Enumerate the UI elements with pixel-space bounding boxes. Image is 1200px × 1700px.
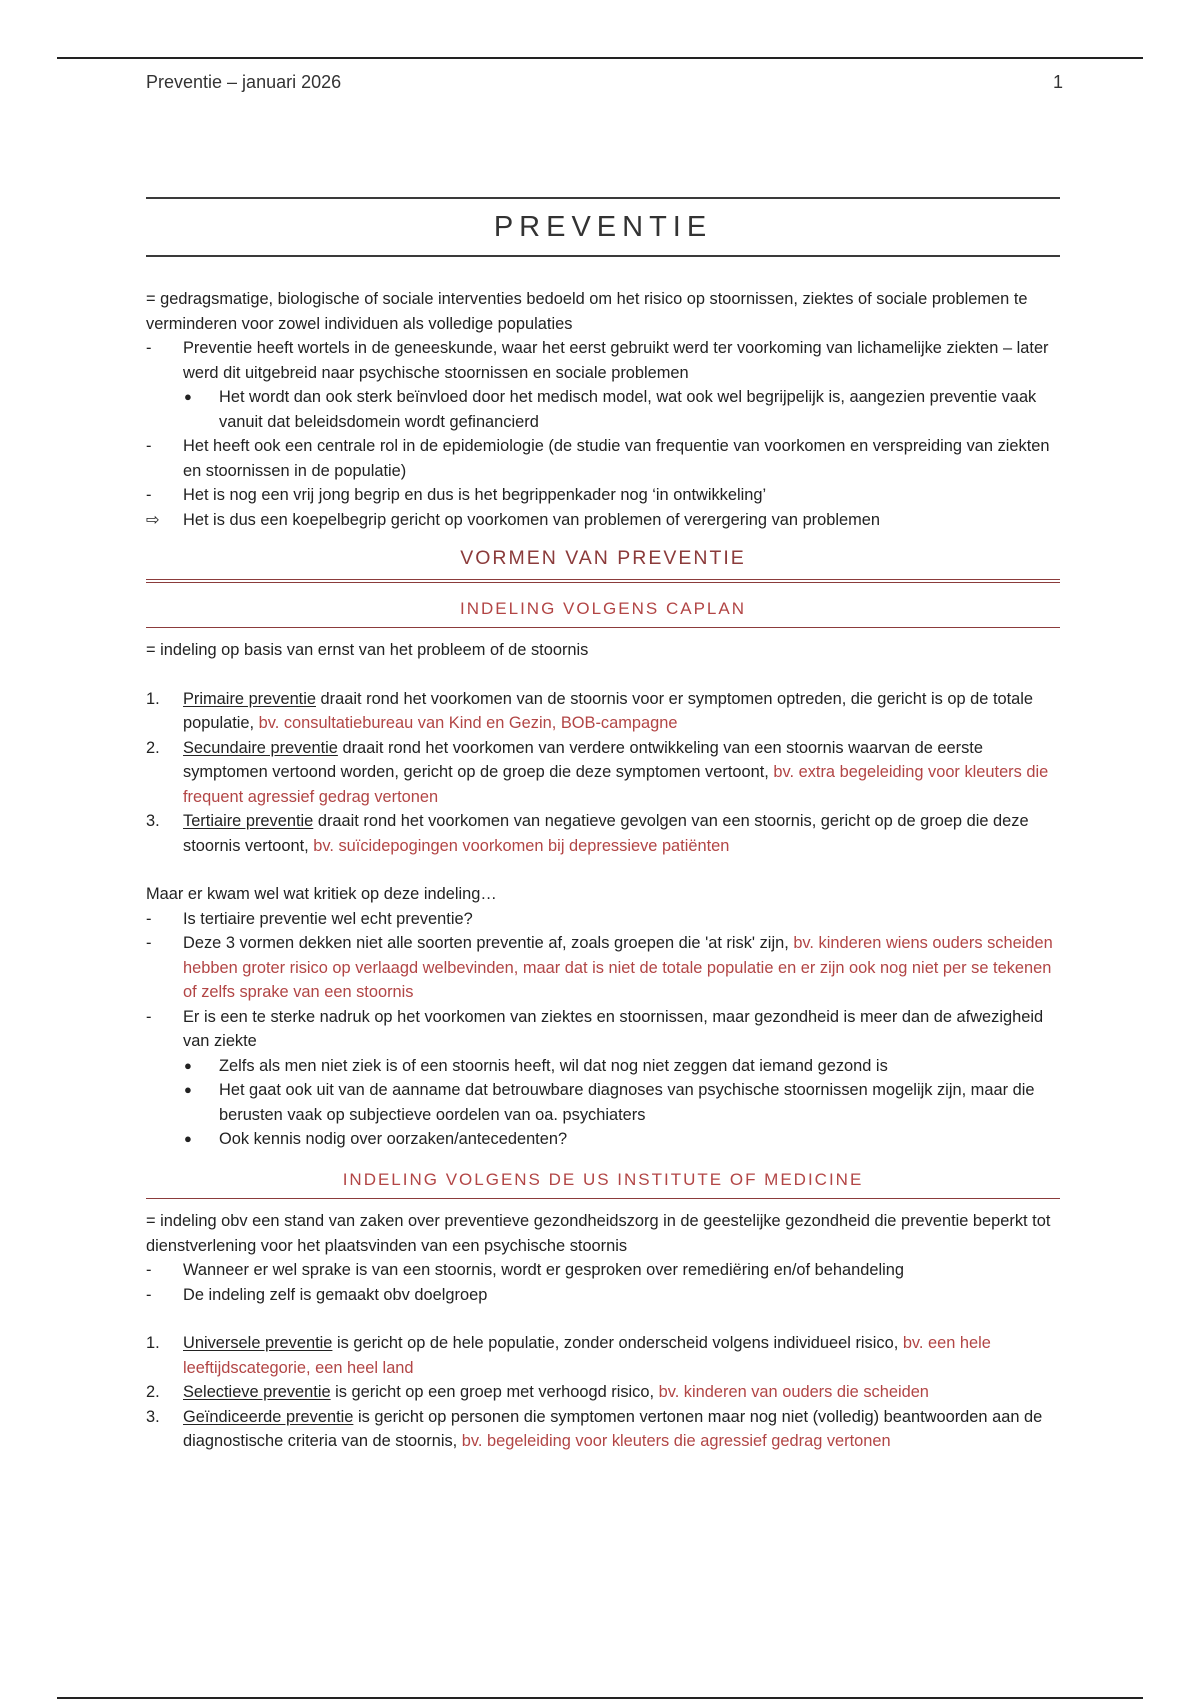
list-item (146, 434, 1060, 483)
list-item (146, 736, 1060, 810)
document-title: PREVENTIE (493, 210, 713, 243)
subsection-heading: INDELING VOLGENS DE US INSTITUTE OF MEDICINE (146, 1168, 1060, 1200)
list-item (146, 483, 1060, 508)
list-item (146, 1127, 1060, 1152)
list-item (146, 907, 1060, 932)
page-header (146, 72, 1063, 93)
list-item (146, 1258, 1060, 1283)
list-number: 2. (146, 1383, 160, 1401)
list-item-text: Zelfs als men niet ziek is of een stoornis heeft, wil dat nog niet zeggen dat iemand gezond is (219, 1056, 888, 1075)
dash-marker: - (146, 486, 152, 504)
list-item-text: draait rond het voorkomen van negatieve gevolgen van een stoornis, gericht op de groep die deze stoornis vertoont, (183, 812, 1029, 855)
bullet-icon: ● (184, 1057, 192, 1073)
term: Primaire preventie (183, 689, 316, 708)
example-text: bv. kinderen wiens ouders scheiden hebben groter risico op verlaagd welbevinden, maar dat is niet de totale populatie en er zijn ook nog niet per se tekenen of zelfs sprake van een stoornis (183, 934, 1053, 1001)
iom-list (146, 1331, 1060, 1454)
list-item-text: is gericht op de hele populatie, zonder onderscheid volgens individueel risico, (332, 1334, 903, 1352)
list-item (146, 385, 1060, 434)
list-item-text: Er is een te sterke nadruk op het voorkomen van ziektes en stoornissen, maar gezondheid is meer dan de afwezigheid van ziekte (183, 1007, 1044, 1050)
header-title: Preventie – januari 2026 (146, 72, 342, 92)
list-item-text: Wanneer er wel sprake is van een stoornis, wordt er gesproken over remediëring en/of behandeling (183, 1261, 904, 1279)
bullet-icon: ● (184, 389, 192, 404)
critique-list (146, 907, 1060, 1152)
list-item-text: Ook kennis nodig over oorzaken/antecedenten? (219, 1130, 568, 1148)
term: Geïndiceerde preventie (183, 1407, 354, 1426)
critique-intro: Maar er kwam wel wat kritiek op deze indeling… (146, 885, 497, 903)
bullet-icon: ● (184, 1131, 192, 1146)
dash-marker: - (146, 934, 152, 952)
iom-definition: = indeling obv een stand van zaken over preventieve gezondheidszorg in de geestelijke gezondheid die preventie beperkt tot dienstverlening voor het plaatsvinden van een psychische stoornis (146, 1212, 1051, 1255)
list-item-text: Preventie heeft wortels in de geneeskunde, waar het eerst gebruikt werd ter voorkoming van lichamelijke ziekten – later werd dit uitgebreid naar psychische stoornissen en sociale problemen (183, 339, 1049, 382)
list-item-text: draait rond het voorkomen van de stoornis voor er symptomen optreden, die gericht is op de totale populatie, (183, 689, 1034, 732)
example-text: bv. extra begeleiding voor kleuters die frequent agressief gedrag vertonen (183, 763, 1049, 806)
dash-marker: - (146, 1261, 152, 1279)
example-text: bv. suïcidepogingen voorkomen bij depressieve patiënten (313, 836, 730, 855)
page-top-rule (57, 57, 1143, 59)
term: Universele preventie (183, 1334, 333, 1352)
list-number: 2. (146, 738, 160, 757)
iom-notes (146, 1258, 1060, 1307)
list-item (146, 687, 1060, 736)
list-number: 1. (146, 689, 160, 708)
list-item-text: Is tertiaire preventie wel echt preventie? (183, 909, 473, 928)
bullet-icon: ● (184, 1082, 192, 1097)
list-item (146, 1380, 1060, 1405)
list-item-text: Het is dus een koepelbegrip gericht op voorkomen van problemen of verergering van problemen (183, 510, 881, 529)
list-item (146, 1331, 1060, 1380)
list-item-text: De indeling zelf is gemaakt obv doelgroep (183, 1285, 488, 1304)
section-heading: VORMEN VAN PREVENTIE (146, 532, 1060, 583)
list-number: 3. (146, 1407, 160, 1426)
list-item-text: Het gaat ook uit van de aanname dat betrouwbare diagnoses van psychische stoornissen mogelijk zijn, maar die berusten vaak op subjectieve oordelen van oa. psychiaters (219, 1081, 1035, 1124)
list-item-text: is gericht op een groep met verhoogd risico, (330, 1383, 659, 1401)
dash-marker: - (146, 437, 152, 455)
list-item (146, 809, 1060, 858)
list-item (146, 931, 1060, 1005)
list-item (146, 1054, 1060, 1079)
term: Selectieve preventie (183, 1383, 331, 1401)
list-item (146, 1405, 1060, 1454)
term: Secundaire preventie (183, 738, 338, 757)
list-item-text: Het wordt dan ook sterk beïnvloed door het medisch model, wat ook wel begrijpelijk is, aangezien preventie vaak vanuit dat beleidsdomein wordt gefinancierd (219, 388, 1037, 431)
example-text: bv. kinderen van ouders die scheiden (658, 1383, 929, 1401)
list-item-text: is gericht op personen die symptomen vertonen maar nog niet (volledig) beantwoorden aan de diagnostische criteria van de stoornis, (183, 1407, 1043, 1450)
caplan-definition: = indeling op basis van ernst van het probleem of de stoornis (146, 641, 589, 659)
example-text: bv. consultatiebureau van Kind en Gezin, BOB-campagne (258, 714, 678, 732)
term: Tertiaire preventie (183, 812, 314, 830)
list-item (146, 336, 1060, 385)
dash-marker: - (146, 909, 152, 928)
list-number: 1. (146, 1334, 160, 1352)
list-item-text: Deze 3 vormen dekken niet alle soorten preventie af, zoals groepen die 'at risk' zijn, (183, 934, 794, 952)
page-bottom-rule (57, 1697, 1143, 1699)
subsection-heading: INDELING VOLGENS CAPLAN (146, 597, 1060, 629)
document-title-block (146, 197, 1060, 257)
intro-definition: = gedragsmatige, biologische of sociale interventies bedoeld om het risico op stoornissen, ziektes of sociale problemen te verminderen voor zowel individuen als volledige populaties (146, 290, 1028, 333)
list-item (146, 1283, 1060, 1308)
example-text: bv. een hele leeftijdscategorie, een heel land (183, 1334, 991, 1377)
list-item-text: draait rond het voorkomen van verdere ontwikkeling van een stoornis waarvan de eerste symptomen vertoond worden, gericht op de groep die deze symptomen vertoont, (183, 738, 983, 781)
caplan-list (146, 687, 1060, 859)
dash-marker: - (146, 1007, 152, 1026)
dash-marker: - (146, 339, 152, 357)
list-item (146, 508, 1060, 533)
arrow-icon: ⇨ (146, 510, 160, 529)
list-item (146, 1078, 1060, 1127)
example-text: bv. begeleiding voor kleuters die agressief gedrag vertonen (461, 1432, 891, 1450)
document-body (146, 197, 1060, 1454)
page-number: 1 (1052, 72, 1063, 92)
list-number: 3. (146, 812, 160, 830)
list-item-text: Het is nog een vrij jong begrip en dus is het begrippenkader nog ‘in ontwikkeling’ (183, 486, 767, 504)
dash-marker: - (146, 1285, 152, 1304)
list-item-text: Het heeft ook een centrale rol in de epidemiologie (de studie van frequentie van voorkomen en verspreiding van ziekten en stoornissen in de populatie) (183, 437, 1050, 480)
list-item (146, 1005, 1060, 1054)
intro-list (146, 336, 1060, 532)
